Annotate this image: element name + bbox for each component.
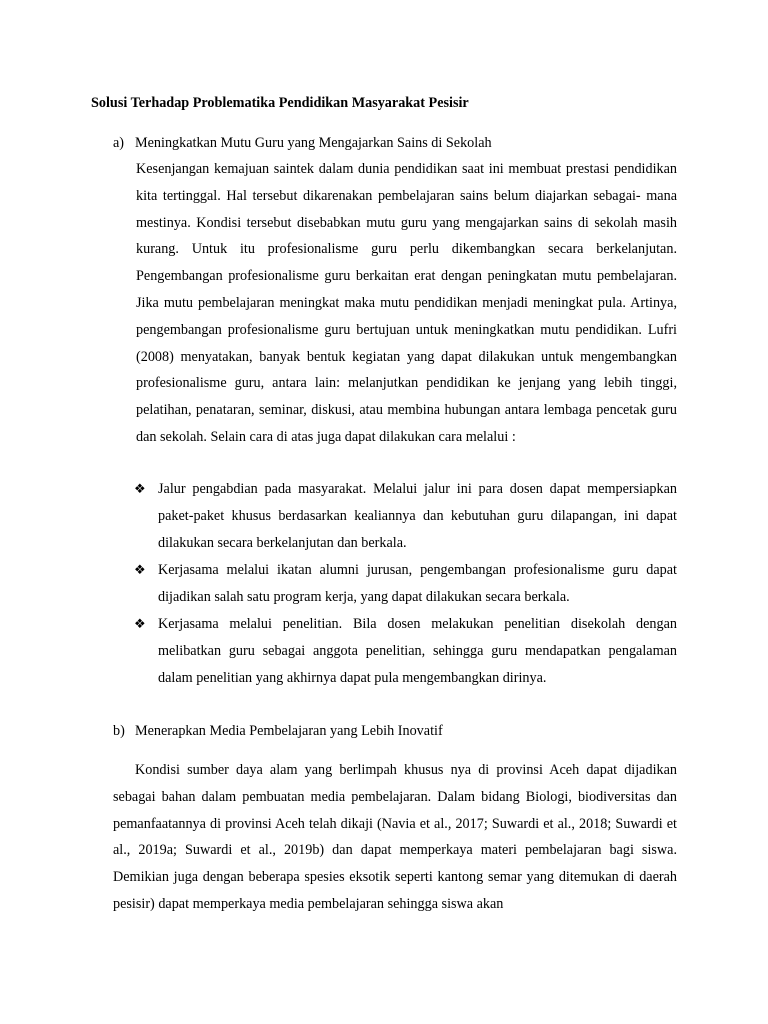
- list-item: [136, 476, 677, 557]
- bullet-text: Kerjasama melalui ikatan alumni jurusan, pengembangan profesionalisme guru dapat dijadikan salah satu program kerja, yang dapat dilakukan secara berkala.: [158, 562, 677, 605]
- list-item: [136, 611, 677, 692]
- section-b-heading-text: Menerapkan Media Pembelajaran yang Lebih Inovatif: [135, 723, 443, 739]
- section-a-heading-text: Meningkatkan Mutu Guru yang Mengajarkan Sains di Sekolah: [135, 135, 492, 151]
- section-a-bullet-list: [136, 476, 677, 692]
- list-item: [136, 557, 677, 611]
- bullet-text: Jalur pengabdian pada masyarakat. Melalui jalur ini para dosen dapat mempersiapkan paket-paket khusus berdasarkan kealiannya dan kebutuhan guru dilapangan, ini dapat dilakukan secara berkelanjutan dan berkala.: [158, 481, 677, 551]
- section-b-heading: [113, 721, 443, 741]
- diamond-bullet-icon: ❖: [134, 563, 146, 578]
- page-title: Solusi Terhadap Problematika Pendidikan Masyarakat Pesisir: [91, 95, 469, 111]
- diamond-bullet-icon: ❖: [134, 482, 146, 497]
- diamond-bullet-icon: ❖: [134, 617, 146, 632]
- section-b-marker: b): [113, 723, 125, 739]
- section-a-heading: [113, 133, 492, 153]
- section-a-marker: a): [113, 135, 125, 151]
- section-b-body: Kondisi sumber daya alam yang berlimpah khusus nya di provinsi Aceh dapat dijadikan sebagai bahan dalam pembuatan media pembelajaran. Dalam bidang Biologi, biodiversitas dan pemanfaatannya di provinsi Aceh telah dikaji (Navia et al., 2017; Suwardi et al., 2018; Suwardi et al., 2019a; Suwardi et al., 2019b) dan dapat memperkaya materi pembelajaran bagi siswa. Demikian juga dengan beberapa spesies eksotik seperti kantong semar yang ditemukan di daerah pesisir) dapat memperkaya media pembelajaran sehingga siswa akan: [113, 762, 677, 912]
- section-a-body: Kesenjangan kemajuan saintek dalam dunia pendidikan saat ini membuat prestasi pendidikan kita tertinggal. Hal tersebut dikarenakan pembelajaran sains belum diajarkan sebagai- mana mestinya. Kondisi tersebut disebabkan mutu guru yang mengajarkan sains di sekolah masih kurang. Untuk itu profesionalisme guru perlu dikembangkan secara berkelanjutan. Pengembangan profesionalisme guru berkaitan erat dengan peningkatan mutu pembelajaran. Jika mutu pembelajaran meningkat maka mutu pendidikan menjadi meningkat pula. Artinya, pengembangan profesionalisme guru bertujuan untuk meningkatkan mutu pendidikan. Lufri (2008) menyatakan, banyak bentuk kegiatan yang dapat dilakukan untuk mengembangkan profesionalisme guru, antara lain: melanjutkan pendidikan ke jenjang yang lebih tinggi, pelatihan, penataran, seminar, diskusi, atau membina hubungan antara lembaga pencetak guru dan sekolah. Selain cara di atas juga dapat dilakukan cara melalui :: [136, 161, 677, 445]
- bullet-text: Kerjasama melalui penelitian. Bila dosen melakukan penelitian disekolah dengan melibatkan guru sebagai anggota penelitian, sehingga guru mendapatkan pengalaman dalam penelitian yang akhirnya dapat pula mengembangkan dirinya.: [158, 616, 677, 686]
